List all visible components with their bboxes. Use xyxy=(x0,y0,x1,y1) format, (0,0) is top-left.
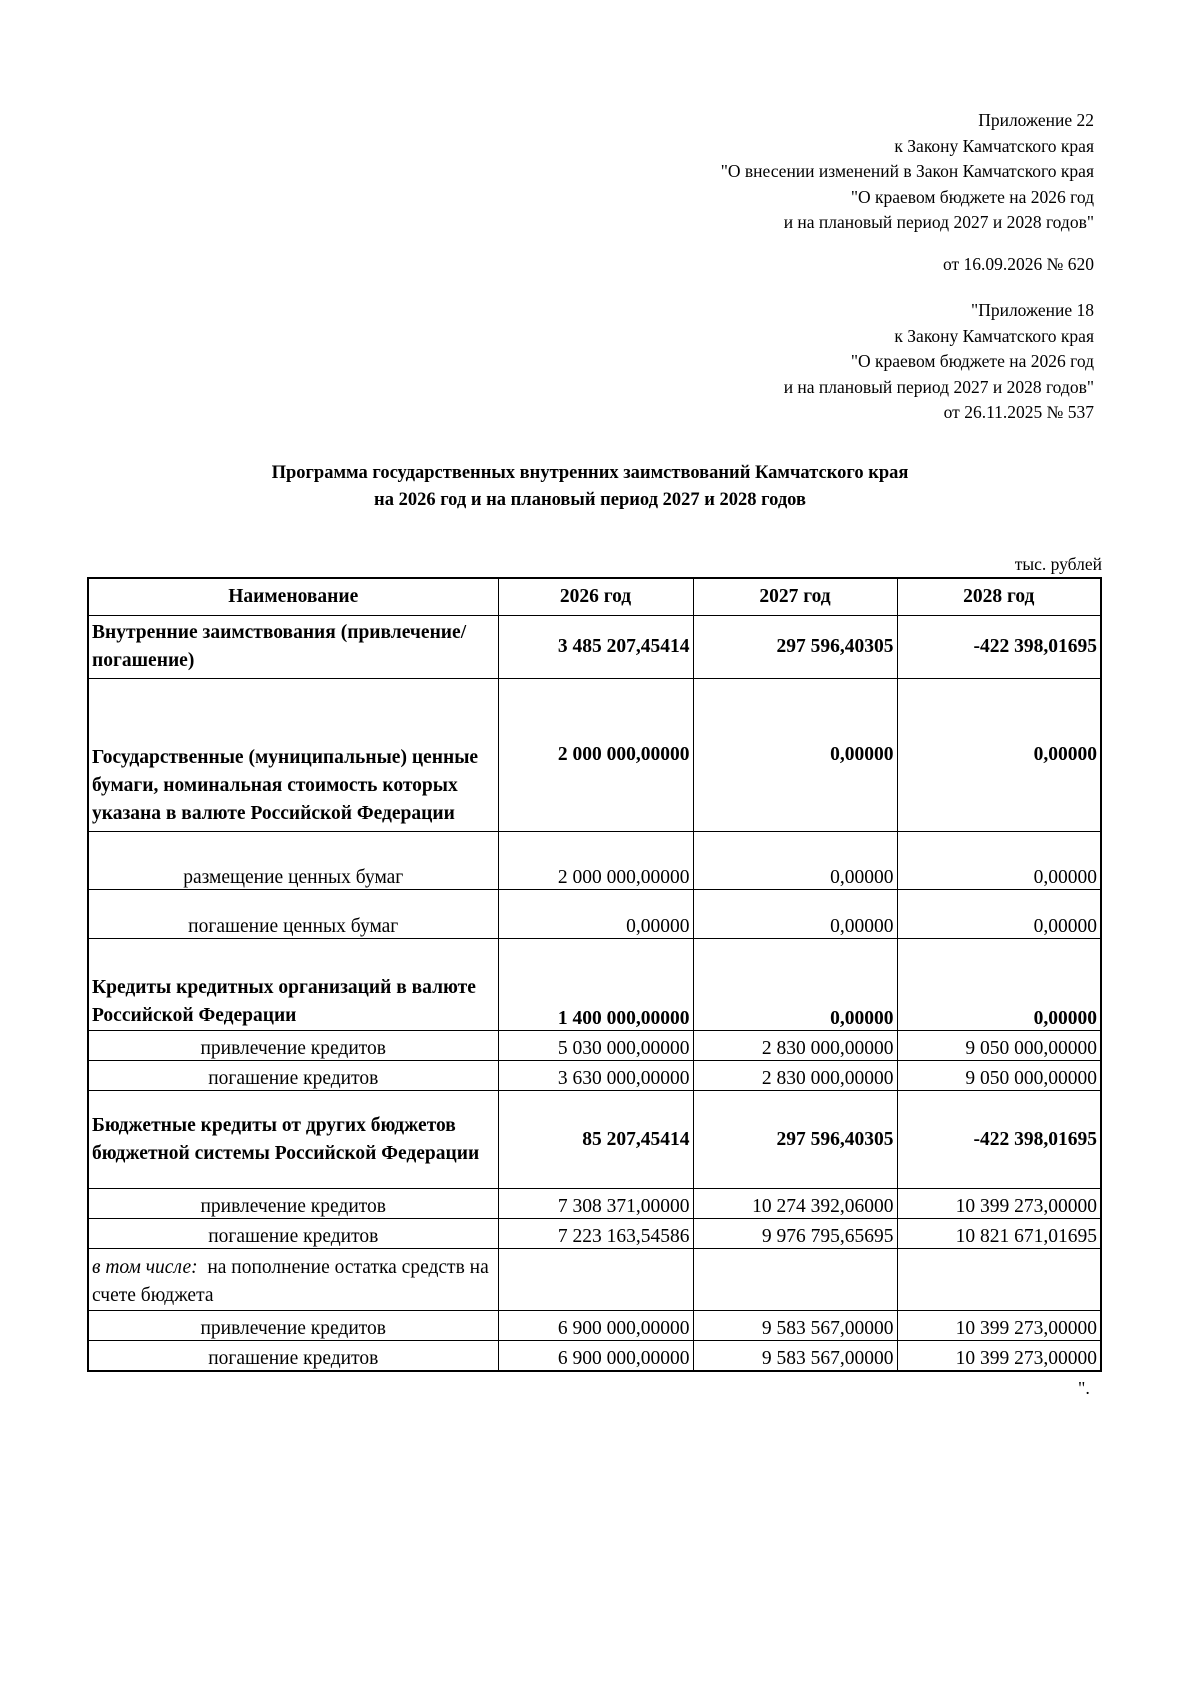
cell-2027-empty xyxy=(693,1249,897,1311)
row-name: привлечение кредитов xyxy=(88,1031,498,1061)
including-prefix: в том числе: xyxy=(92,1257,198,1278)
header-line: к Закону Камчатского края xyxy=(894,325,1094,346)
cell-2026: 5 030 000,00000 xyxy=(498,1031,693,1061)
header-line: и на плановый период 2027 и 2028 годов" xyxy=(783,212,1094,232)
table-row-including xyxy=(88,1249,1101,1311)
cell-2027: 2 830 000,00000 xyxy=(693,1061,897,1091)
column-header-name: Наименование xyxy=(88,578,498,616)
title-line-2: на 2026 год и на плановый период 2027 и 2028 годов xyxy=(374,490,806,510)
header-line: и на плановый период 2027 и 2028 годов" xyxy=(783,376,1094,397)
table-row-securities-place xyxy=(88,832,1101,890)
cell-2027: 0,00000 xyxy=(693,939,897,1031)
table-row-total xyxy=(88,616,1101,679)
document-title xyxy=(80,460,1100,514)
cell-2028: 9 050 000,00000 xyxy=(897,1031,1101,1061)
cell-2028: 0,00000 xyxy=(897,679,1101,832)
cell-2028: 10 399 273,00000 xyxy=(897,1311,1101,1341)
table-row-bank-repay xyxy=(88,1061,1101,1091)
row-name: привлечение кредитов xyxy=(88,1189,498,1219)
cell-2028: 0,00000 xyxy=(897,939,1101,1031)
header-line: "О краевом бюджете на 2026 год xyxy=(850,186,1094,207)
header-line: "О краевом бюджете на 2026 год xyxy=(850,351,1094,371)
cell-2027: 0,00000 xyxy=(693,679,897,832)
header-line: "О внесении изменений в Закон Камчатского края xyxy=(720,161,1094,181)
cell-2026: 2 000 000,00000 xyxy=(498,679,693,832)
cell-2027: 297 596,40305 xyxy=(693,1091,897,1189)
table-row-bank-attract xyxy=(88,1031,1101,1061)
header-line: "Приложение 18 xyxy=(971,300,1094,320)
appendix-date-current xyxy=(943,252,1094,278)
row-name: размещение ценных бумаг xyxy=(88,832,498,890)
column-header-2028: 2028 год xyxy=(897,578,1101,616)
cell-2028: -422 398,01695 xyxy=(897,616,1101,679)
cell-2028: 0,00000 xyxy=(897,890,1101,939)
cell-2026: 7 308 371,00000 xyxy=(498,1189,693,1219)
row-name: привлечение кредитов xyxy=(88,1311,498,1341)
row-name: погашение кредитов xyxy=(88,1341,498,1371)
table-row-budget-credits xyxy=(88,1091,1101,1189)
borrowing-program-table xyxy=(87,577,1102,1372)
cell-2027: 9 976 795,65695 xyxy=(693,1219,897,1249)
cell-2027: 0,00000 xyxy=(693,832,897,890)
units-label: тыс. рублей xyxy=(1014,554,1102,574)
row-name: погашение кредитов xyxy=(88,1061,498,1091)
cell-2028: 0,00000 xyxy=(897,832,1101,890)
cell-2028: -422 398,01695 xyxy=(897,1091,1101,1189)
cell-2026: 3 630 000,00000 xyxy=(498,1061,693,1091)
appendix-header-original xyxy=(784,298,1094,426)
cell-2026: 6 900 000,00000 xyxy=(498,1341,693,1371)
row-name xyxy=(88,1249,498,1311)
cell-2027: 297 596,40305 xyxy=(693,616,897,679)
table-row-budget-attract xyxy=(88,1189,1101,1219)
cell-2026: 1 400 000,00000 xyxy=(498,939,693,1031)
row-name: Бюджетные кредиты от других бюджетов бюджетной системы Российской Федерации xyxy=(88,1091,498,1189)
table-row-securities-repay xyxy=(88,890,1101,939)
table-row-securities xyxy=(88,679,1101,832)
cell-2027: 0,00000 xyxy=(693,890,897,939)
row-name: погашение кредитов xyxy=(88,1219,498,1249)
column-header-2027: 2027 год xyxy=(693,578,897,616)
row-name: Внутренние заимствования (привлечение/погашение) xyxy=(88,616,498,679)
cell-2027: 2 830 000,00000 xyxy=(693,1031,897,1061)
cell-2026: 7 223 163,54586 xyxy=(498,1219,693,1249)
cell-2026: 2 000 000,00000 xyxy=(498,832,693,890)
cell-2027: 10 274 392,06000 xyxy=(693,1189,897,1219)
appendix-header-current xyxy=(721,108,1094,236)
header-line: от 26.11.2025 № 537 xyxy=(943,402,1094,422)
header-date: от 16.09.2026 № 620 xyxy=(943,254,1094,274)
row-name: Кредиты кредитных организаций в валюте Российской Федерации xyxy=(88,939,498,1031)
including-text: на пополнение остатка средств на счете бюджета xyxy=(92,1257,494,1306)
table-row-bank-credits xyxy=(88,939,1101,1031)
table-row-budget-repay xyxy=(88,1219,1101,1249)
cell-2026: 3 485 207,45414 xyxy=(498,616,693,679)
cell-2028: 10 399 273,00000 xyxy=(897,1189,1101,1219)
cell-2028: 9 050 000,00000 xyxy=(897,1061,1101,1091)
table-row-incl-attract xyxy=(88,1311,1101,1341)
closing-quote-mark: ". xyxy=(1078,1378,1090,1398)
cell-2027: 9 583 567,00000 xyxy=(693,1311,897,1341)
cell-2026-empty xyxy=(498,1249,693,1311)
cell-2028: 10 399 273,00000 xyxy=(897,1341,1101,1371)
cell-2026: 85 207,45414 xyxy=(498,1091,693,1189)
row-name: Государственные (муниципальные) ценные бумаги, номинальная стоимость которых указана в валюте Российской Федерации xyxy=(88,679,498,832)
cell-2028: 10 821 671,01695 xyxy=(897,1219,1101,1249)
cell-2028-empty xyxy=(897,1249,1101,1311)
cell-2026: 0,00000 xyxy=(498,890,693,939)
header-line: Приложение 22 xyxy=(978,110,1094,130)
header-line: к Закону Камчатского края xyxy=(894,135,1094,156)
table-row-incl-repay xyxy=(88,1341,1101,1371)
cell-2027: 9 583 567,00000 xyxy=(693,1341,897,1371)
column-header-2026: 2026 год xyxy=(498,578,693,616)
cell-2026: 6 900 000,00000 xyxy=(498,1311,693,1341)
row-name: погашение ценных бумаг xyxy=(88,890,498,939)
table-header-row xyxy=(88,578,1101,616)
title-line-1: Программа государственных внутренних заимствований Камчатского края xyxy=(271,463,909,483)
